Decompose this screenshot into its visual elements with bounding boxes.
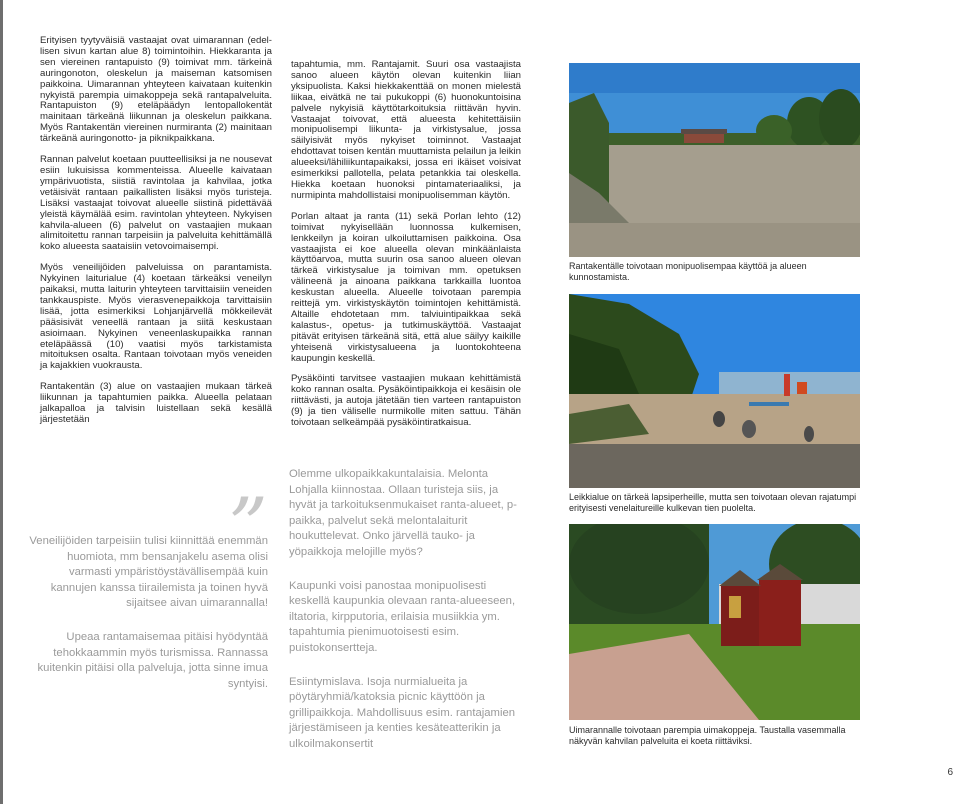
- paragraph: Porlan altaat ja ranta (11) sekä Porlan lehto (12) toimivat nykyisellään luonnossa kulkemisen, lenkkeilyn ja koiran ulkoiluttamisen paikkoina. Osa vastaajista ei koe alueella olevan minkäänlaista käyttöarvoa, mutta suurin osa sanoo alueen olevan tärkeä virkistysalue ja toimivan mm. opetuksen välineenä ja ainoana paikkana tarkkailla luontoa keskustan alueella. Alueelle toivotaan parempia reittejä ym. virkistyskäytön toimintojen kehittämistä. Altaille ehdotetaan mm. talviuintipaikkaa sekä kalastus-, opetus- ja tutkimuskäyttöä. Vastaajat pitävät erityisen tärkeänä sitä, että alue säilyy kaikille yhteisenä virkistysalueena ja luontokohteena kaupungin keskellä.: [291, 210, 521, 364]
- quote-paragraph: Olemme ulkopaikkakuntalaisia. Melonta Lohjalla kiinnostaa. Ollaan turisteja siis, ja hyvät ja tarkoituksenmukaiset ranta-alueet, p-paikka, palvelut sekä melontalaiturit houkuttelevat. Onko järvellä tauko- ja yöpaikkoja melojille myös?: [289, 468, 517, 558]
- quote-paragraph: Upeaa rantamaisemaa pitäisi hyödyntää tehokkaammin myös turismissa. Rannassa kuitenkin pitäisi olla palveluja, jotta sinne imua syntyisi.: [37, 630, 268, 690]
- caption-photo3: Leikkialue on tärkeä lapsiperheille, mutta sen toivotaan olevan rajatumpi erityisesti venelaitureille kulkevan tien puolelta.: [569, 492, 857, 513]
- photo-changing-booths: [569, 524, 860, 720]
- caption-photo1: Rantakentälle toivotaan monipuolisempaa käyttöä ja alueen kunnostamista.: [569, 261, 807, 282]
- page-number: 6: [947, 767, 953, 778]
- quote-mark-icon: ”: [228, 482, 268, 572]
- page-edge: [0, 0, 3, 804]
- paragraph: Myös veneilijöiden palveluissa on parantamista. Nykyinen laiturialue (4) koetaan tärkeäksi veneilyn paikaksi, mutta laiturin yhteyteen tarvittaisiin veneiden tankkauspiste. Myös vierasvenepaikkoja tarvittaisiin lisää, jotta esimerkiksi Lohjanjärvellä mökkeilevät pääsisivät veneellä rantaan ja siitä keskustaan asioimaan. Nykyinen veneenlaskupaikka rannan eteläpäässä (10) vaatisi myös tarkistamista mitoituksen osalta. Rantaan toivotaan myös veneiden ja kajakkien vuokrausta.: [40, 262, 272, 372]
- text-column-1: [40, 36, 272, 436]
- quote-paragraph: Kaupunki voisi panostaa monipuolisesti keskellä kaupunkia olevaan ranta-alueeseen, iltatoria, kirpputoria, erilaisia musiikkia ym. tapahtumia pienimuotoisesti esim. puistokonsertteja.: [289, 579, 516, 654]
- paragraph: Erityisen tyytyväisiä vastaajat ovat uimarannan (edel-lisen sivun kartan alue 8) toimintoihin. Hiekkaranta ja sen viereinen rantapuisto (9) toimivat mm. tärkeinä auringonoton, oleskelun ja maiseman katsomisen paikkoina. Uimarannan yhteyteen kaivataan kuitenkin nykyistä parempia uimakoppeja sekä rantapalveluita. Rantapuiston (9) eteläpäädyn lentopallokentät mainitaan tärkeänä liikunnan ja oleskelun paikkana. Myös Rantakentän viereinen nurmiranta (2) mainitaan tärkeänä auringonotto- ja piknikpaikkana.: [40, 35, 272, 145]
- paragraph: Rannan palvelut koetaan puutteellisiksi ja ne nousevat esiin lukuisissa kommenteissa. Alueelle kaivataan ympärivuotista, siistiä ravintolaa ja kahvilaa, jotka vetäisivät rantaan paikallisten lisäksi myös turisteja. Lisäksi vastaajat toivovat alueelle siistinä pidettävää yleistä käymälää esim. ravintolan yhteyteen. Nykyisen kahvila-alueen (6) palvelut on vastaajien mukaan alimitoitettu rannan tarpeisiin ja palveluita kehittämällä koko alueesta saataisiin vetovoimaisempi.: [40, 154, 272, 253]
- text-column-2: [291, 60, 521, 439]
- quote-right: [289, 467, 527, 771]
- quote-paragraph: Esiintymislava. Isoja nurmialueita ja pöytäryhmiä/katoksia picnic käyttöön ja grillipaikkoja. Mahdollisuus esim. rantajamien järjestämiseen ja kenties kesäteatterikin ja ulkoilmakonsertit: [289, 675, 516, 750]
- caption-photo4: Uimarannalle toivotaan parempia uimakoppeja. Taustalla vasemmalla näkyvän kahvilan palveluita ei koeta riittäviksi.: [569, 725, 846, 746]
- photo-beach-playground: [569, 294, 860, 488]
- photo-sand-field: [569, 63, 860, 257]
- quote-paragraph: Veneilijöiden tarpeisiin tulisi kiinnittää enemmän huomiota, mm bensanjakelu asema olisi varmasti ympäristöystävällisempää kuin kannujen kanssa tiirailemista ja toinen hyvä sijaitsee aivan uimarannalla!: [29, 535, 268, 610]
- paragraph: Pysäköinti tarvitsee vastaajien mukaan kehittämistä koko rannan osalta. Pysäköintipaikkoja ei kesäisin ole riittävästi, ja autoja jätetään tien varteen rantapuiston (9) ja tien väliselle nurmikolle miten sattuu. Tähän toivotaan selkeämpää pysäköintiratkaisua.: [291, 373, 521, 429]
- paragraph: Rantakentän (3) alue on vastaajien mukaan tärkeä liikunnan ja tapahtumien paikka. Alueella pelataan jalkapalloa ja talvisin luistellaan sekä kesällä järjestetään: [40, 381, 272, 425]
- paragraph: tapahtumia, mm. Rantajamit. Suuri osa vastaajista sanoo alueen käytön olevan kuitenkin liian yksipuolista. Kaksi hiekkakenttää on monen mielestä liikaa, eivätkä ne tai pukukoppi (6) huonokuntoisina palvele nykyisiä käyttötarkoituksia riittävän hyvin. Vastaajat toivovat, että alueesta kehitettäisiin monipuolisempi liikunta- ja virkistysalue, jossa säilyisivät myös nykyiset toiminnot. Vastaajat ehdottavat toisen kentän muuttamista pelailun ja leikin alueeksi/lähiliikuntapaikaksi, jossa eri ikäiset voisivat esimerkiksi pallotella, pelata petankkia tai oleskella. Hiekka koetaan huonoksi pintamateriaaliksi, ja nurmipinta mahdollistaisi monipuolisemman käytön.: [291, 59, 521, 201]
- quote-left: [22, 534, 268, 710]
